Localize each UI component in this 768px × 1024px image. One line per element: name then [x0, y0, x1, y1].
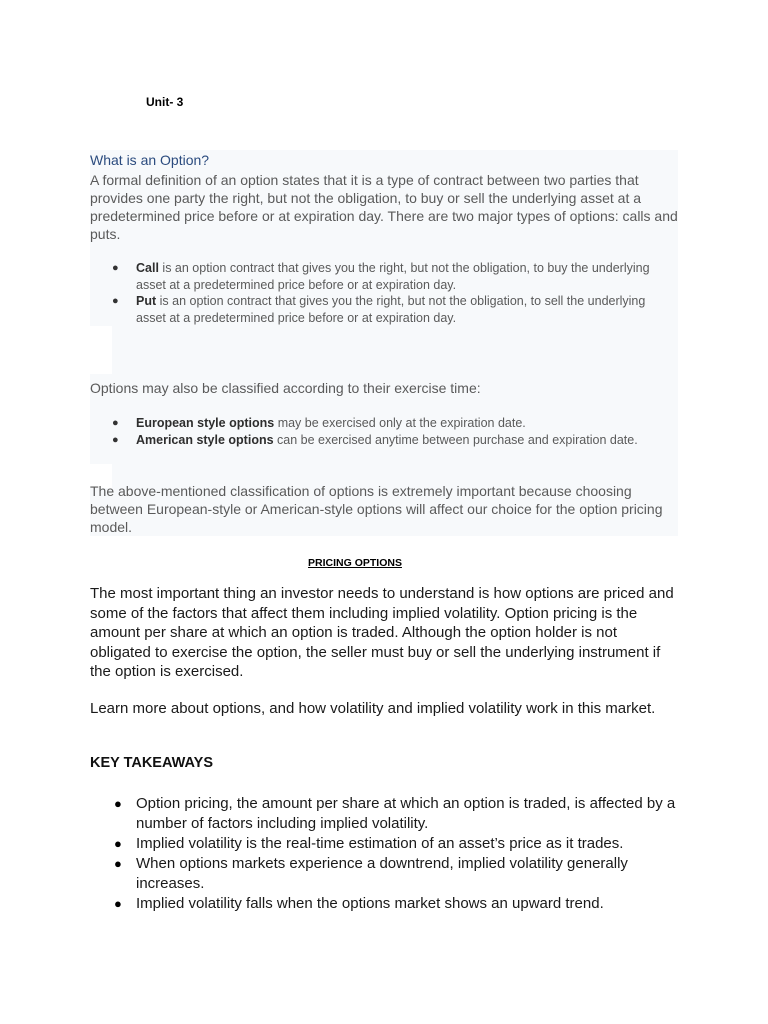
- key-takeaways-heading: KEY TAKEAWAYS: [90, 755, 214, 771]
- pricing-paragraph: The most important thing an investor needs to understand is how options are priced and some of the factors that affect them including implied volatility. Option pricing is the amount per share at which an option is traded. Although the option holder is not obligated to exercise the option, the seller must buy or sell the underlying instrument if the option is exercised.: [90, 585, 674, 680]
- list-item: [90, 260, 650, 293]
- bullet-icon: ●: [114, 836, 122, 851]
- term-label: American style options: [136, 432, 274, 447]
- term-label: Put: [136, 294, 157, 308]
- unit-label: Unit- 3: [146, 95, 184, 109]
- bullet-icon: ●: [114, 856, 122, 871]
- takeaway-text: Option pricing, the amount per share at which an option is traded, is affected by a number of factors including implied volatility.: [136, 795, 676, 832]
- exercise-intro-paragraph: Options may also be classified according to their exercise time:: [90, 380, 481, 396]
- takeaway-text: Implied volatility is the real-time estimation of an asset’s price as it trades.: [136, 835, 624, 852]
- bullet-icon: ●: [114, 796, 122, 811]
- bullet-icon: ●: [112, 433, 119, 446]
- term-description: can be exercised anytime between purchase and expiration date.: [273, 432, 638, 447]
- bullet-icon: ●: [112, 262, 119, 274]
- option-types-list: [90, 260, 650, 326]
- term-description: is an option contract that gives you the right, but not the obligation, to buy the underlying asset at a predetermined price before or at expiration day.: [136, 261, 650, 292]
- list-item: [90, 854, 680, 894]
- list-item: [90, 432, 650, 449]
- bullet-icon: ●: [112, 295, 119, 307]
- term-label: European style options: [136, 416, 275, 430]
- takeaway-text: Implied volatility falls when the options market shows an upward trend.: [136, 895, 604, 912]
- list-item: [90, 794, 680, 834]
- pricing-section-title: PRICING OPTIONS: [308, 557, 402, 569]
- block-margin-gap: [90, 326, 112, 374]
- option-definition-block: [90, 150, 678, 536]
- list-item: [90, 894, 680, 914]
- learn-more-paragraph: Learn more about options, and how volatility and implied volatility work in this market.: [90, 700, 656, 717]
- definition-paragraph: A formal definition of an option states that it is a type of contract between two parties that provides one party the right, but not the obligation, to buy or sell the underlying asset at a predetermined price before or at expiration day. There are two major types of options: calls and puts.: [90, 172, 678, 242]
- key-takeaways-list: [90, 794, 680, 914]
- list-item: [90, 293, 650, 326]
- term-description: is an option contract that gives you the right, but not the obligation, to sell the underlying asset at a predetermined price before or at expiration day.: [136, 294, 646, 325]
- bullet-icon: ●: [112, 417, 119, 429]
- list-item: [90, 834, 680, 854]
- list-item: [90, 415, 650, 432]
- section-heading: What is an Option?: [90, 152, 210, 168]
- takeaway-text: When options markets experience a downtrend, implied volatility generally increases.: [136, 855, 628, 892]
- exercise-styles-list: [90, 415, 650, 448]
- term-description: may be exercised only at the expiration date.: [274, 416, 526, 430]
- classification-paragraph: The above-mentioned classification of options is extremely important because choosing between European-style or American-style options will affect our choice for the option pricing model.: [90, 483, 663, 535]
- term-label: Call: [136, 261, 159, 275]
- bullet-icon: ●: [114, 896, 122, 911]
